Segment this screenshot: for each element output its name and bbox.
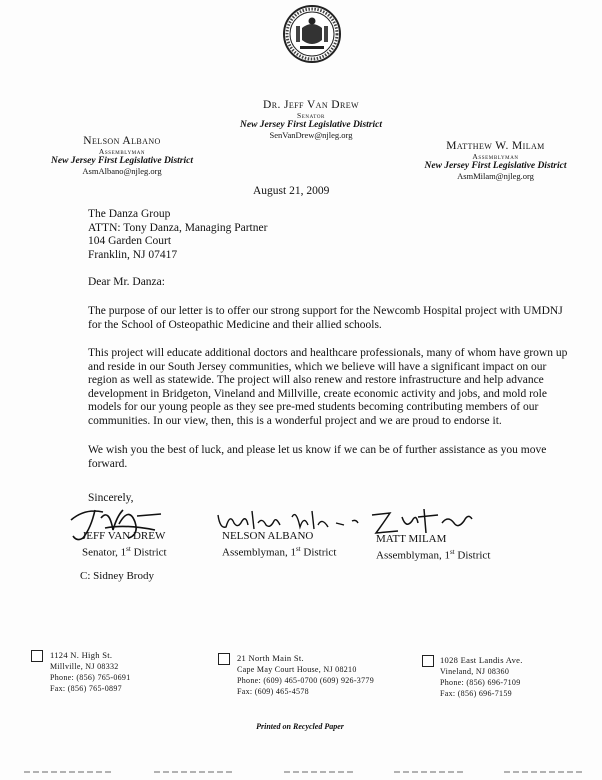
paragraph-2: This project will educate additional doctors and healthcare professionals, many of whom have grown up and reside in our South Jersey communities, which we believe will have a significant impact on our region as well as statewide. The project will also renew and restore infrastructure and help advance development in Bridgeton, Vineland and Millville, create economic activity and jobs, and mold role models for our young people as they see pre-med students becoming contributing members of our communities. In our view, then, this is a wonderful project and we are proud to endorse it. [88,347,568,427]
signer-albano [222,530,362,560]
office-line: 1028 East Landis Ave. [440,655,523,665]
cc-line: C: Sidney Brody [80,570,154,582]
recipient-line: The Danza Group [88,208,171,220]
office-cape-may [237,653,422,697]
paragraph-1: The purpose of our letter is to offer our strong support for the Newcomb Hospital project with UMDNJ for the School of Osteopathic Medicine and their allied schools. [88,305,563,331]
recipient-line: ATTN: Tony Danza, Managing Partner [88,221,268,234]
office-line: Fax: (856) 765-0897 [50,684,122,693]
albano-title: Assemblyman [98,147,146,156]
senator-title: Senator [296,111,325,120]
signer-name: NELSON ALBANO [222,530,314,542]
signer-name: MATT MILAM [376,533,447,545]
paragraph-3: We wish you the best of luck, and please let us know if we can be of further assistance as you move forward. [88,444,547,470]
milam-title: Assemblyman [472,152,519,161]
milam-name: Matthew W. Milam [446,140,545,152]
signer-milam [376,533,516,563]
office-line: 1124 N. High St. [50,650,113,660]
albano-district: New Jersey First Legislative District [51,156,193,166]
header-right [398,140,593,181]
office-line: Phone: (856) 765-0691 [50,673,131,682]
recycled-paper-note: Printed on Recycled Paper [256,722,344,731]
senator-district: New Jersey First Legislative District [240,120,382,130]
senator-name: Dr. Jeff Van Drew [263,99,359,111]
office-line: Cape May Court House, NJ 08210 [237,665,357,674]
signer-van-drew [82,530,202,560]
signer-name: JEFF VAN DREW [82,530,166,542]
salutation: Dear Mr. Danza: [88,276,165,288]
albano-name: Nelson Albano [83,135,161,147]
senator-email: SenVanDrew@njleg.org [269,130,353,140]
signer-title: Assemblyman, 1st District [222,545,337,559]
letter-date: August 21, 2009 [253,185,330,197]
office-vineland [440,655,590,699]
office-line: Fax: (609) 465-4578 [237,687,309,696]
office-line: 21 North Main St. [237,653,304,663]
office-line: Phone: (856) 696-7109 [440,678,521,687]
recipient-line: 104 Garden Court [88,235,172,248]
office-line: Phone: (609) 465-0700 (609) 926-3779 [237,676,375,685]
recipient-address [88,208,448,262]
milam-district: New Jersey First Legislative District [424,161,567,171]
header-center [201,99,421,140]
checkbox-icon [422,655,434,667]
checkbox-icon [218,653,230,665]
office-line: Vineland, NJ 08360 [440,667,510,676]
signer-title: Senator, 1st District [82,545,167,559]
checkbox-icon [31,650,43,662]
albano-email: AsmAlbano@njleg.org [82,166,162,176]
office-line: Fax: (856) 696-7159 [440,689,512,698]
office-line: Millville, NJ 08332 [50,662,119,671]
signer-title: Assemblyman, 1st District [376,548,491,562]
milam-email: AsmMilam@njleg.org [457,171,534,181]
header-left [27,135,217,176]
office-millville [50,650,210,694]
closing: Sincerely, [88,492,134,504]
state-seal-icon [282,4,342,64]
recipient-line: Franklin, NJ 07417 [88,248,178,261]
scan-edge-line [24,770,584,774]
